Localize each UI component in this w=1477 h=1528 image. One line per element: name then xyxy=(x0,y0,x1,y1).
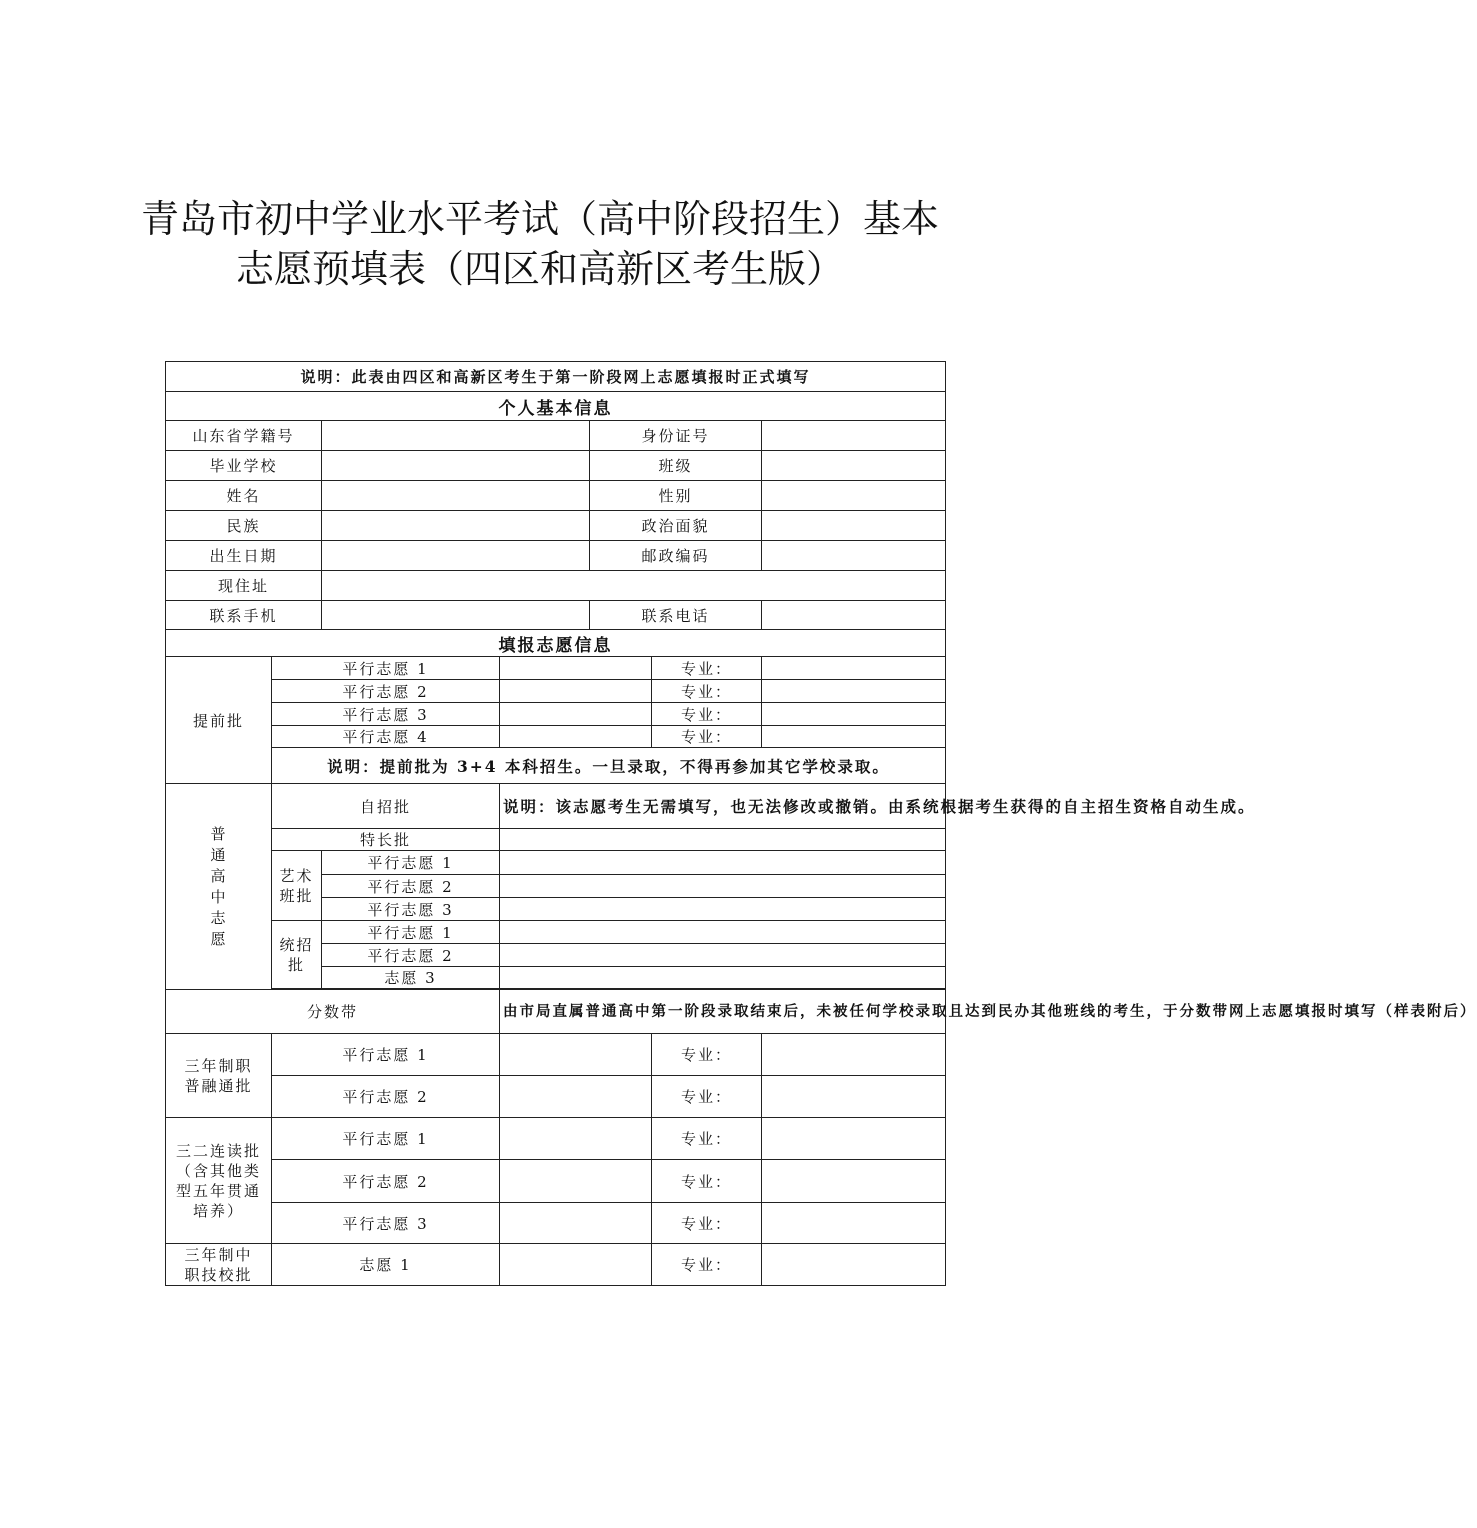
title-line-1: 青岛市初中学业水平考试（高中阶段招生）基本 xyxy=(140,197,939,241)
vocational-choice-2-input[interactable] xyxy=(500,1076,652,1118)
advance-choice-2-label: 平行志愿 2 xyxy=(272,680,500,703)
three-two-choice-2-label: 平行志愿 2 xyxy=(272,1160,500,1203)
phone-label: 联系电话 xyxy=(590,601,762,630)
gender-input[interactable] xyxy=(762,481,946,511)
advance-major-1-input[interactable] xyxy=(762,657,946,680)
vocational-major-2-label: 专业： xyxy=(652,1076,762,1118)
three-two-major-2-input[interactable] xyxy=(762,1160,946,1203)
postcode-input[interactable] xyxy=(762,541,946,571)
vocational-major-1-input[interactable] xyxy=(762,1034,946,1076)
self-enroll-label: 自招批 xyxy=(272,784,500,829)
school-input[interactable] xyxy=(322,451,590,481)
unified-choice-3-label: 志愿 3 xyxy=(322,967,500,989)
advance-choice-1-label: 平行志愿 1 xyxy=(272,657,500,680)
unified-choice-3-input[interactable] xyxy=(500,967,946,989)
three-two-choice-1-input[interactable] xyxy=(500,1118,652,1160)
advance-major-1-label: 专业： xyxy=(652,657,762,680)
advance-major-3-label: 专业： xyxy=(652,703,762,726)
talent-batch-label: 特长批 xyxy=(272,829,500,851)
id-card-label: 身份证号 xyxy=(590,421,762,451)
advance-major-3-input[interactable] xyxy=(762,703,946,726)
gender-label: 性别 xyxy=(590,481,762,511)
student-id-label: 山东省学籍号 xyxy=(166,421,322,451)
advance-choice-3-input[interactable] xyxy=(500,703,652,726)
art-batch-label: 艺术班批 xyxy=(272,851,322,921)
address-label: 现住址 xyxy=(166,571,322,601)
choices-header: 填报志愿信息 xyxy=(166,630,946,657)
class-input[interactable] xyxy=(762,451,946,481)
advance-major-4-input[interactable] xyxy=(762,726,946,748)
technical-school-label: 三年制中职技校批 xyxy=(166,1244,272,1286)
advance-note: 说明：提前批为 3+4 本科招生。一旦录取，不得再参加其它学校录取。 xyxy=(272,748,946,784)
art-choice-3-input[interactable] xyxy=(500,898,946,921)
art-choice-2-input[interactable] xyxy=(500,875,946,898)
postcode-label: 邮政编码 xyxy=(590,541,762,571)
advance-major-2-input[interactable] xyxy=(762,680,946,703)
personal-info-header: 个人基本信息 xyxy=(166,392,946,421)
score-band-note: 由市局直属普通高中第一阶段录取结束后，未被任何学校录取且达到民办其他班线的考生，于分数带网上志愿填报时填写（样表附后） xyxy=(500,990,946,1034)
advance-choice-3-label: 平行志愿 3 xyxy=(272,703,500,726)
technical-major-1-input[interactable] xyxy=(762,1244,946,1286)
advance-batch-label: 提前批 xyxy=(166,657,272,784)
score-band-label: 分数带 xyxy=(166,990,500,1034)
birth-label: 出生日期 xyxy=(166,541,322,571)
application-form-table xyxy=(165,361,1477,1286)
advance-choice-2-input[interactable] xyxy=(500,680,652,703)
ethnicity-label: 民族 xyxy=(166,511,322,541)
mobile-input[interactable] xyxy=(322,601,590,630)
three-two-choice-2-input[interactable] xyxy=(500,1160,652,1203)
self-enroll-note: 说明：该志愿考生无需填写，也无法修改或撤销。由系统根据考生获得的自主招生资格自动生成。 xyxy=(500,784,946,829)
vocational-major-1-label: 专业： xyxy=(652,1034,762,1076)
unified-choice-1-label: 平行志愿 1 xyxy=(322,921,500,944)
three-two-choice-3-input[interactable] xyxy=(500,1203,652,1244)
political-input[interactable] xyxy=(762,511,946,541)
unified-batch-label: 统招批 xyxy=(272,921,322,989)
unified-choice-1-input[interactable] xyxy=(500,921,946,944)
vocational-major-2-input[interactable] xyxy=(762,1076,946,1118)
name-input[interactable] xyxy=(322,481,590,511)
three-two-major-2-label: 专业： xyxy=(652,1160,762,1203)
birth-input[interactable] xyxy=(322,541,590,571)
class-label: 班级 xyxy=(590,451,762,481)
art-choice-3-label: 平行志愿 3 xyxy=(322,898,500,921)
three-two-major-1-label: 专业： xyxy=(652,1118,762,1160)
three-two-label: 三二连读批（含其他类型五年贯通培养） xyxy=(166,1118,272,1244)
art-choice-1-label: 平行志愿 1 xyxy=(322,851,500,875)
advance-choice-4-label: 平行志愿 4 xyxy=(272,726,500,748)
ethnicity-input[interactable] xyxy=(322,511,590,541)
advance-choice-1-input[interactable] xyxy=(500,657,652,680)
technical-choice-1-label: 志愿 1 xyxy=(272,1244,500,1286)
talent-batch-input[interactable] xyxy=(500,829,946,851)
advance-major-4-label: 专业： xyxy=(652,726,762,748)
advance-choice-4-input[interactable] xyxy=(500,726,652,748)
three-two-major-1-input[interactable] xyxy=(762,1118,946,1160)
art-choice-2-label: 平行志愿 2 xyxy=(322,875,500,898)
three-two-major-3-label: 专业： xyxy=(652,1203,762,1244)
top-note: 说明：此表由四区和高新区考生于第一阶段网上志愿填报时正式填写 xyxy=(166,362,946,392)
technical-major-1-label: 专业： xyxy=(652,1244,762,1286)
three-two-choice-3-label: 平行志愿 3 xyxy=(272,1203,500,1244)
vocational-choice-2-label: 平行志愿 2 xyxy=(272,1076,500,1118)
student-id-input[interactable] xyxy=(322,421,590,451)
advance-major-2-label: 专业： xyxy=(652,680,762,703)
technical-choice-1-input[interactable] xyxy=(500,1244,652,1286)
vocational-choice-1-label: 平行志愿 1 xyxy=(272,1034,500,1076)
address-input[interactable] xyxy=(322,571,946,601)
political-label: 政治面貌 xyxy=(590,511,762,541)
general-high-school-label: 普通高中志愿 xyxy=(166,784,272,990)
mobile-label: 联系手机 xyxy=(166,601,322,630)
vocational-choice-1-input[interactable] xyxy=(500,1034,652,1076)
unified-choice-2-input[interactable] xyxy=(500,944,946,967)
unified-choice-2-label: 平行志愿 2 xyxy=(322,944,500,967)
name-label: 姓名 xyxy=(166,481,322,511)
art-choice-1-input[interactable] xyxy=(500,851,946,875)
title-line-2: 志愿预填表（四区和高新区考生版） xyxy=(235,247,844,291)
three-two-major-3-input[interactable] xyxy=(762,1203,946,1244)
phone-input[interactable] xyxy=(762,601,946,630)
three-two-choice-1-label: 平行志愿 1 xyxy=(272,1118,500,1160)
vocational-integrated-label: 三年制职普融通批 xyxy=(166,1034,272,1118)
id-card-input[interactable] xyxy=(762,421,946,451)
school-label: 毕业学校 xyxy=(166,451,322,481)
